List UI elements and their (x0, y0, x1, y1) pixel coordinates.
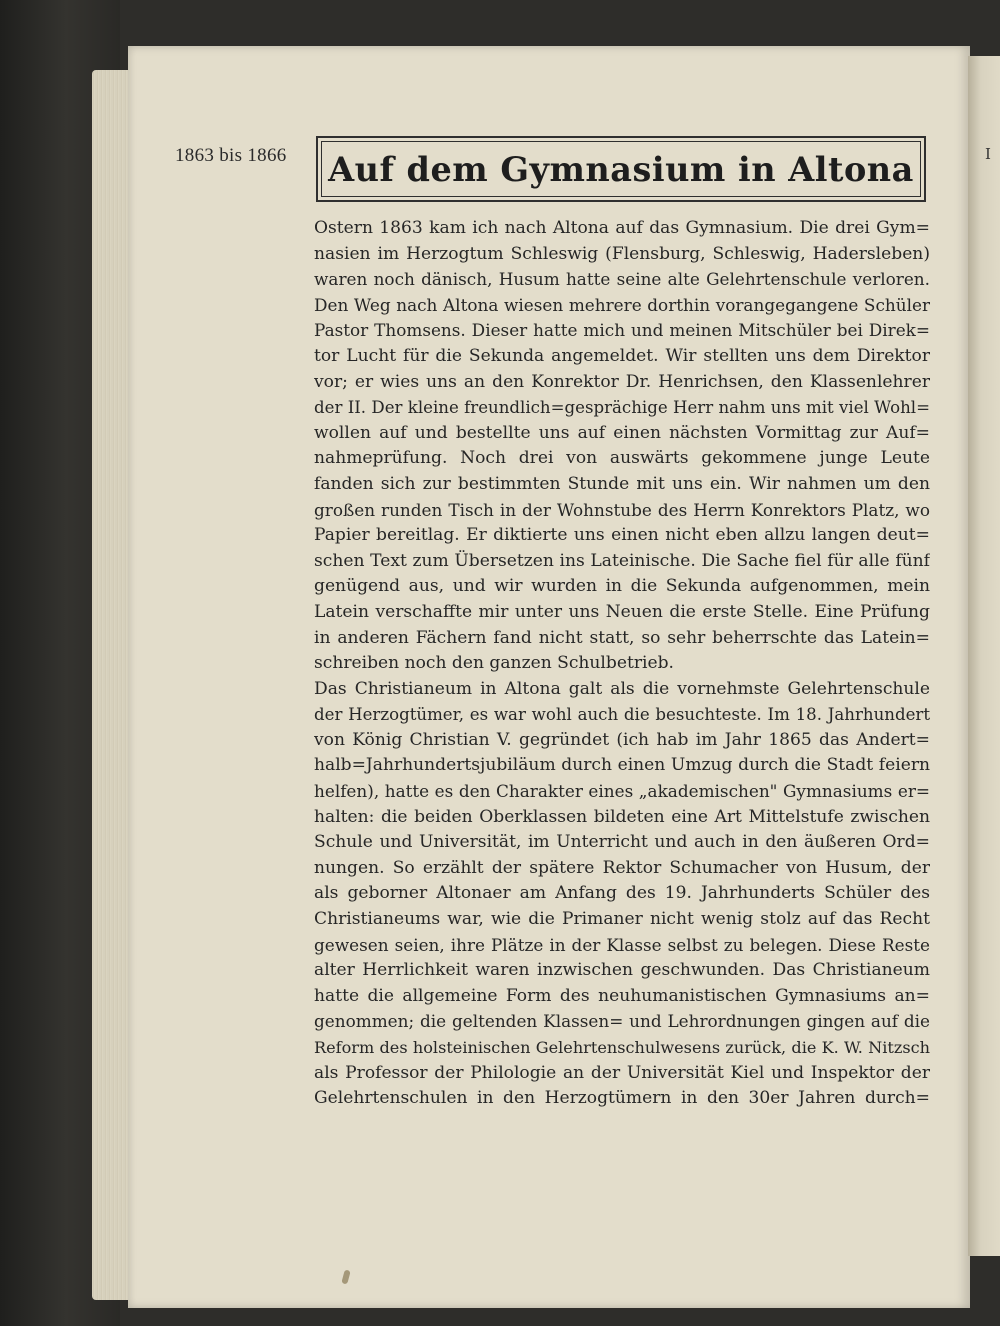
text-line: halten: die beiden Oberklassen bildeten eine Art Mittelstufe zwischen (314, 806, 930, 827)
text-line: gewesen seien, ihre Plätze in der Klasse selbst zu belegen. Diese Reste (314, 934, 930, 955)
text-line: Christianeums war, wie die Primaner nicht wenig stolz auf das Recht (314, 909, 930, 930)
text-line: vor; er wies uns an den Konrektor Dr. Henrichsen, den Klassenlehrer (314, 371, 930, 392)
text-line: helfen), hatte es den Charakter eines „akademischen" Gymnasiums er= (314, 781, 930, 802)
text-line: Pastor Thomsens. Dieser hatte mich und meinen Mitschüler bei Direk= (314, 320, 930, 341)
running-head-date-range: 1863 bis 1866 (175, 145, 287, 166)
text-line: schen Text zum Übersetzen ins Lateinische. Die Sache fiel für alle fünf (314, 550, 930, 571)
text-line: nungen. So erzählt der spätere Rektor Schumacher von Husum, der (314, 857, 930, 878)
text-line: Den Weg nach Altona wiesen mehrere dorthin vorangegangene Schüler (314, 294, 930, 315)
text-line: wollen auf und bestellte uns auf einen nächsten Vormittag zur Auf= (314, 422, 930, 443)
text-line: halb=Jahrhundertsjubiläum durch einen Umzug durch die Stadt feiern (314, 755, 930, 776)
text-line: tor Lucht für die Sekunda angemeldet. Wir stellten uns dem Direktor (314, 345, 930, 366)
paragraph-2 (314, 677, 930, 1112)
text-line: fanden sich zur bestimmten Stunde mit uns ein. Wir nahmen um den (314, 473, 930, 494)
text-line: als geborner Altonaer am Anfang des 19. Jahrhunderts Schüler des (314, 883, 930, 904)
text-line: in anderen Fächern fand nicht statt, so sehr beherrschte das Latein= (314, 627, 930, 648)
text-line: als Professor der Philologie an der Universität Kiel und Inspektor der (314, 1062, 930, 1083)
text-line: Ostern 1863 kam ich nach Altona auf das Gymnasium. Die drei Gym= (314, 218, 930, 238)
text-line: Schule und Universität, im Unterricht und auch in den äußeren Ord= (314, 832, 930, 853)
next-page-edge (968, 56, 1000, 1256)
text-line: Gelehrtenschulen in den Herzogtümern in den 30er Jahren durch= (314, 1088, 930, 1109)
page-edges (92, 70, 132, 1300)
text-line: waren noch dänisch, Husum hatte seine alte Gelehrtenschule verloren. (314, 269, 930, 290)
text-line: Papier bereitlag. Er diktierte uns einen nicht eben allzu langen deut= (314, 525, 930, 546)
text-line: der II. Der kleine freundlich=gesprächige Herr nahm uns mit viel Wohl= (314, 398, 930, 418)
text-line: schreiben noch den ganzen Schulbetrieb. (314, 653, 674, 674)
text-line: genügend aus, und wir wurden in die Sekunda aufgenommen, mein (314, 576, 930, 597)
text-line: von König Christian V. gegründet (ich hab im Jahr 1865 das Andert= (314, 729, 930, 750)
paragraph-1 (314, 216, 930, 677)
text-line: der Herzogtümer, es war wohl auch die besuchteste. Im 18. Jahrhundert (314, 705, 930, 725)
text-line: alter Herrlichkeit waren inzwischen geschwunden. Das Christianeum (314, 960, 930, 981)
text-line: nahmeprüfung. Noch drei von auswärts gekommene junge Leute (314, 448, 930, 469)
text-line: Das Christianeum in Altona galt als die vornehmste Gelehrtenschule (314, 678, 930, 699)
chapter-title-box (316, 136, 926, 202)
text-line: Reform des holsteinischen Gelehrtenschulwesens zurück, die K. W. Nitzsch (314, 1038, 930, 1057)
chapter-title-inner-frame (321, 141, 921, 197)
next-page-mark: I (985, 145, 991, 163)
text-line: großen runden Tisch in der Wohnstube des Herrn Konrektors Platz, wo (314, 499, 930, 520)
text-line: hatte die allgemeine Form des neuhumanistischen Gymnasiums an= (314, 985, 930, 1006)
text-line: Latein verschaffte mir unter uns Neuen die erste Stelle. Eine Prüfung (314, 601, 930, 622)
chapter-title: Auf dem Gymnasium in Altona (328, 149, 914, 189)
body-text (314, 216, 930, 1112)
text-line: genommen; die geltenden Klassen= und Lehrordnungen gingen auf die (314, 1011, 930, 1032)
text-line: nasien im Herzogtum Schleswig (Flensburg, Schleswig, Hadersleben) (314, 243, 930, 264)
